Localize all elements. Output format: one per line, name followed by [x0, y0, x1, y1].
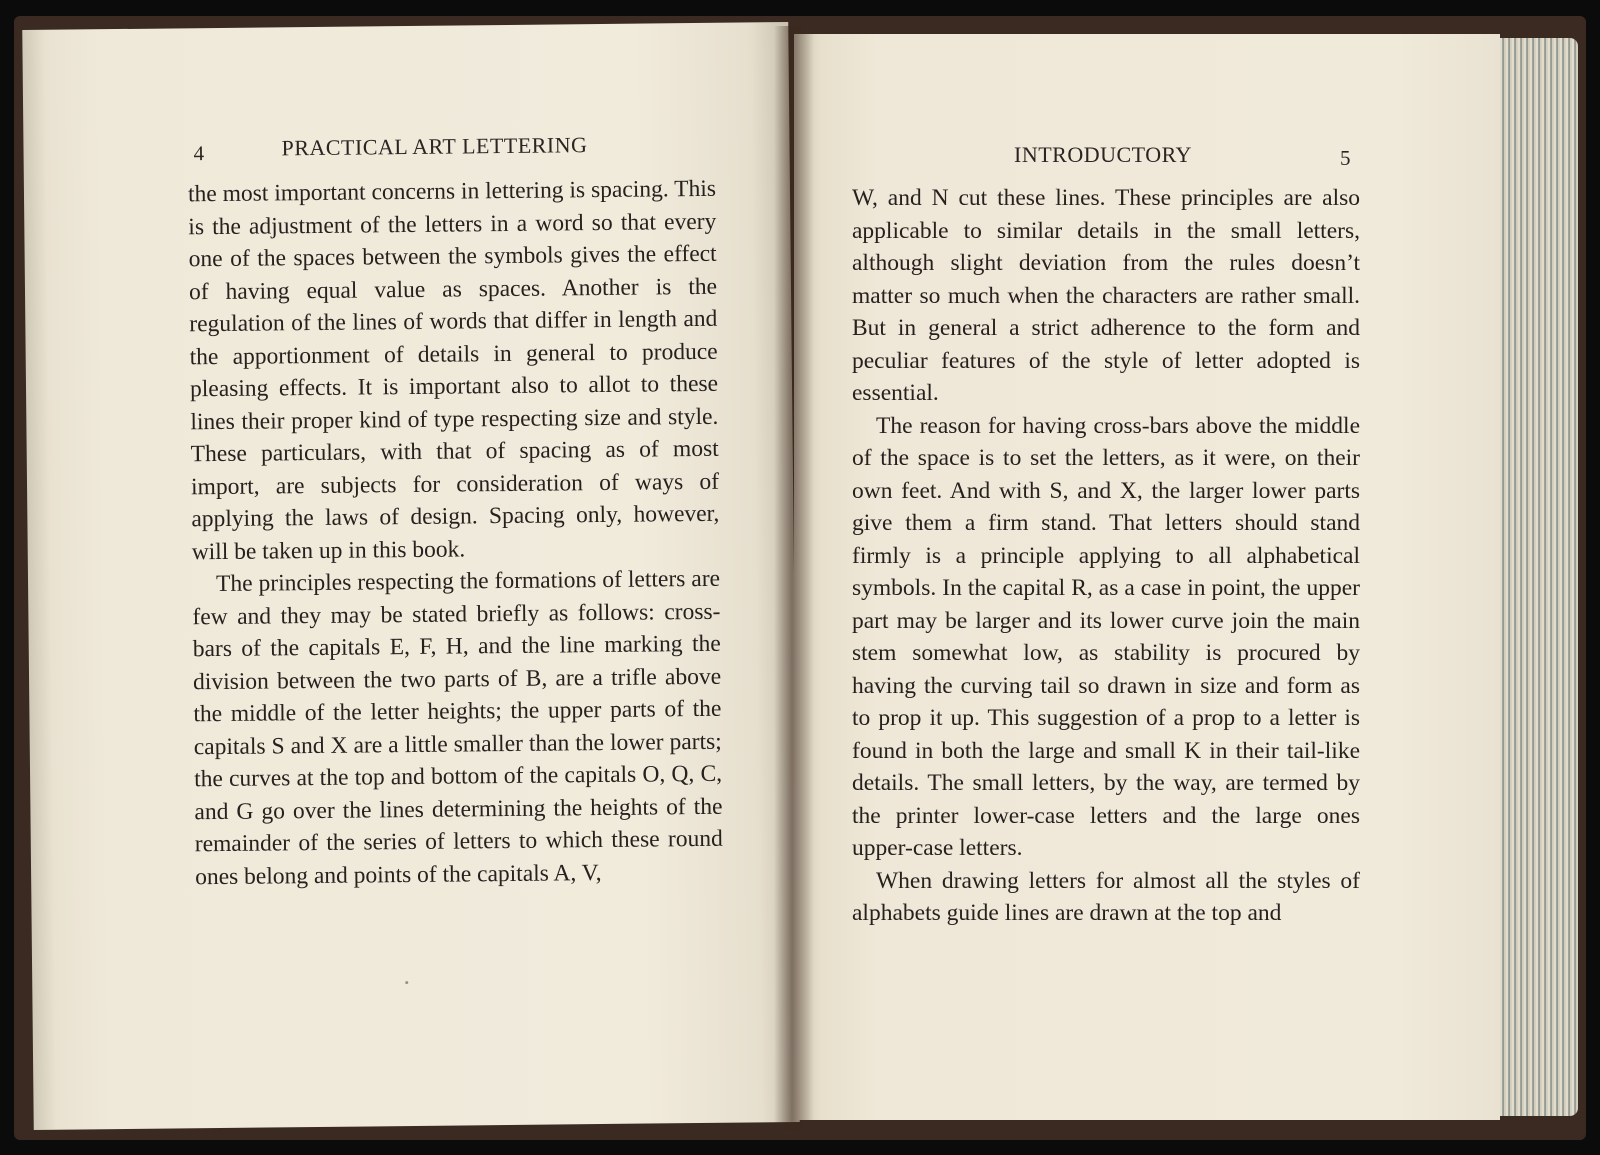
paper-speck: [405, 981, 408, 984]
book-gutter: [774, 26, 814, 1130]
left-page-body: [188, 173, 723, 893]
open-book: [14, 16, 1586, 1140]
left-page-number: 4: [193, 141, 205, 166]
right-page-number: 5: [1340, 146, 1351, 170]
left-paragraph-1: the most important concerns in lettering is spacing. This is the adjustment of the letters in a word so that every one of the spaces between the symbols gives the effect of having equal value as spaces. Another is the regulation of the lines of words that differ in length and the apportionment of details in general to produce pleasing effects. It is important also to allot to these lines their proper kind of type respecting size and style. These particulars, with that of spacing as of most import, are subjects for consideration of ways of applying the laws of design. Spacing only, however, will be taken up in this book.: [187, 175, 720, 565]
right-paragraph-3: When drawing letters for almost all the styles of alphabets guide lines are drawn at the top and: [852, 867, 1360, 926]
page-edges: [1500, 38, 1578, 1116]
right-paragraph-1: W, and N cut these lines. These principles are also applicable to similar details in the small letters, although slight deviation from the rules doesn’t matter so much when the characters are rather small. But in general a strict adherence to the form and peculiar features of the style of letter adopted is essential.: [852, 185, 1360, 406]
right-page-body: [852, 182, 1360, 930]
left-page: [22, 22, 799, 1130]
left-running-head: PRACTICAL ART LETTERING: [281, 132, 588, 161]
right-page: [794, 34, 1500, 1120]
right-paragraph-2: The reason for having cross-bars above the middle of the space is to set the letters, as it were, on their own feet. And with S, and X, the larger lower parts give them a firm stand. That letters should stand firmly is a principle applying to all alphabetical symbols. In the capital R, as a case in point, the upper part may be larger and its lower curve join the main stem somewhat low, as stability is procured by having the curving tail so drawn in size and form as to prop it up. This suggestion of a prop to a letter is found in both the large and small K in their tail-like details. The small letters, by the way, are termed by the printer lower-case letters and the large ones upper-case letters.: [852, 412, 1360, 861]
right-running-head: INTRODUCTORY: [1014, 142, 1192, 167]
left-paragraph-2: The principles respecting the formations of letters are few and they may be stated briefly as follows: cross-bars of the capitals E, F, H, and the line marking the division between the two parts of B, are a trifle above the middle of the letter heights; the upper parts of the capitals S and X are a little smaller than the lower parts; the curves at the top and bottom of the capitals O, Q, C, and G go over the lines determining the heights of the remainder of the series of letters to which these round ones belong and points of the capitals A, V,: [192, 565, 723, 890]
